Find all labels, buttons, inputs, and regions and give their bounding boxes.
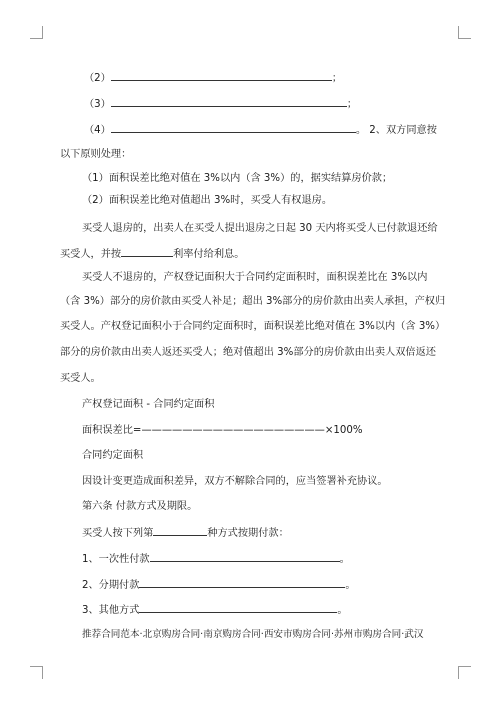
fill-blank[interactable] xyxy=(121,246,173,257)
crop-mark-bottom-right xyxy=(458,666,471,679)
paragraph-line: 部分的房价款由出卖人返还买受人；绝对值超出 3%部分的房价款由出卖人双倍返还 xyxy=(60,347,436,358)
paragraph-line: 买受人退房的，出卖人在买受人提出退房之日起 30 天内将买受人已付款退还给 xyxy=(82,223,438,234)
formula-line: 面积误差比=——————————————————×100% xyxy=(82,425,363,436)
clause-item-3: （3） ； xyxy=(84,96,357,112)
fill-blank[interactable] xyxy=(139,602,337,613)
fill-blank[interactable] xyxy=(111,96,347,107)
payment-option-3: 3、其他方式 。 xyxy=(82,602,348,618)
paragraph-line: 买受人。 xyxy=(60,373,101,384)
paragraph-line: 买受人。产权登记面积小于合同约定面积时，面积误差比绝对值在 3%以内（含 3%） xyxy=(60,321,446,332)
section-heading: 第六条 付款方式及期限。 xyxy=(82,501,198,512)
clause-item-4: （4） 。 2、双方同意按 xyxy=(84,122,437,138)
fill-blank[interactable] xyxy=(139,577,345,588)
formula-denominator: 合同约定面积 xyxy=(82,450,144,461)
recommended-templates-line[interactable]: 推荐合同范本·北京购房合同·南京购房合同·西安市购房合同·苏州市购房合同·武汉 xyxy=(82,629,424,640)
paragraph-line: 买受人按下列第 种方式按期付款： xyxy=(82,525,289,541)
paragraph-line: 因设计变更造成面积差异，双方不解除合同的，应当签署补充协议。 xyxy=(82,476,388,487)
payment-option-1: 1、一次性付款 。 xyxy=(82,551,350,567)
formula-numerator: 产权登记面积 - 合同约定面积 xyxy=(82,399,215,410)
paragraph-line: （含 3%）部分的房价款由买受人补足；超出 3%部分的房价款由出卖人承担，产权归 xyxy=(60,296,446,307)
crop-mark-top-right xyxy=(458,26,471,39)
paragraph-line: 以下原则处理： xyxy=(60,149,132,160)
payment-option-2: 2、分期付款 。 xyxy=(82,577,356,593)
fill-blank[interactable] xyxy=(111,122,356,133)
paragraph-line: 买受人，并按 利率付给利息。 xyxy=(60,246,244,262)
crop-mark-bottom-left xyxy=(30,666,43,679)
crop-mark-top-left xyxy=(30,26,43,39)
fill-blank[interactable] xyxy=(150,551,340,562)
paragraph-line: 买受人不退房的，产权登记面积大于合同约定面积时，面积误差比在 3%以内 xyxy=(82,272,428,283)
clause-item-2: （2） ； xyxy=(84,70,342,86)
paragraph-line: （2）面积误差比绝对值超出 3%时，买受人有权退房。 xyxy=(82,195,333,206)
fill-blank[interactable] xyxy=(111,70,332,81)
paragraph-line: （1）面积误差比绝对值在 3%以内（含 3%）的，据实结算房价款； xyxy=(82,173,393,184)
fill-blank[interactable] xyxy=(153,525,207,536)
